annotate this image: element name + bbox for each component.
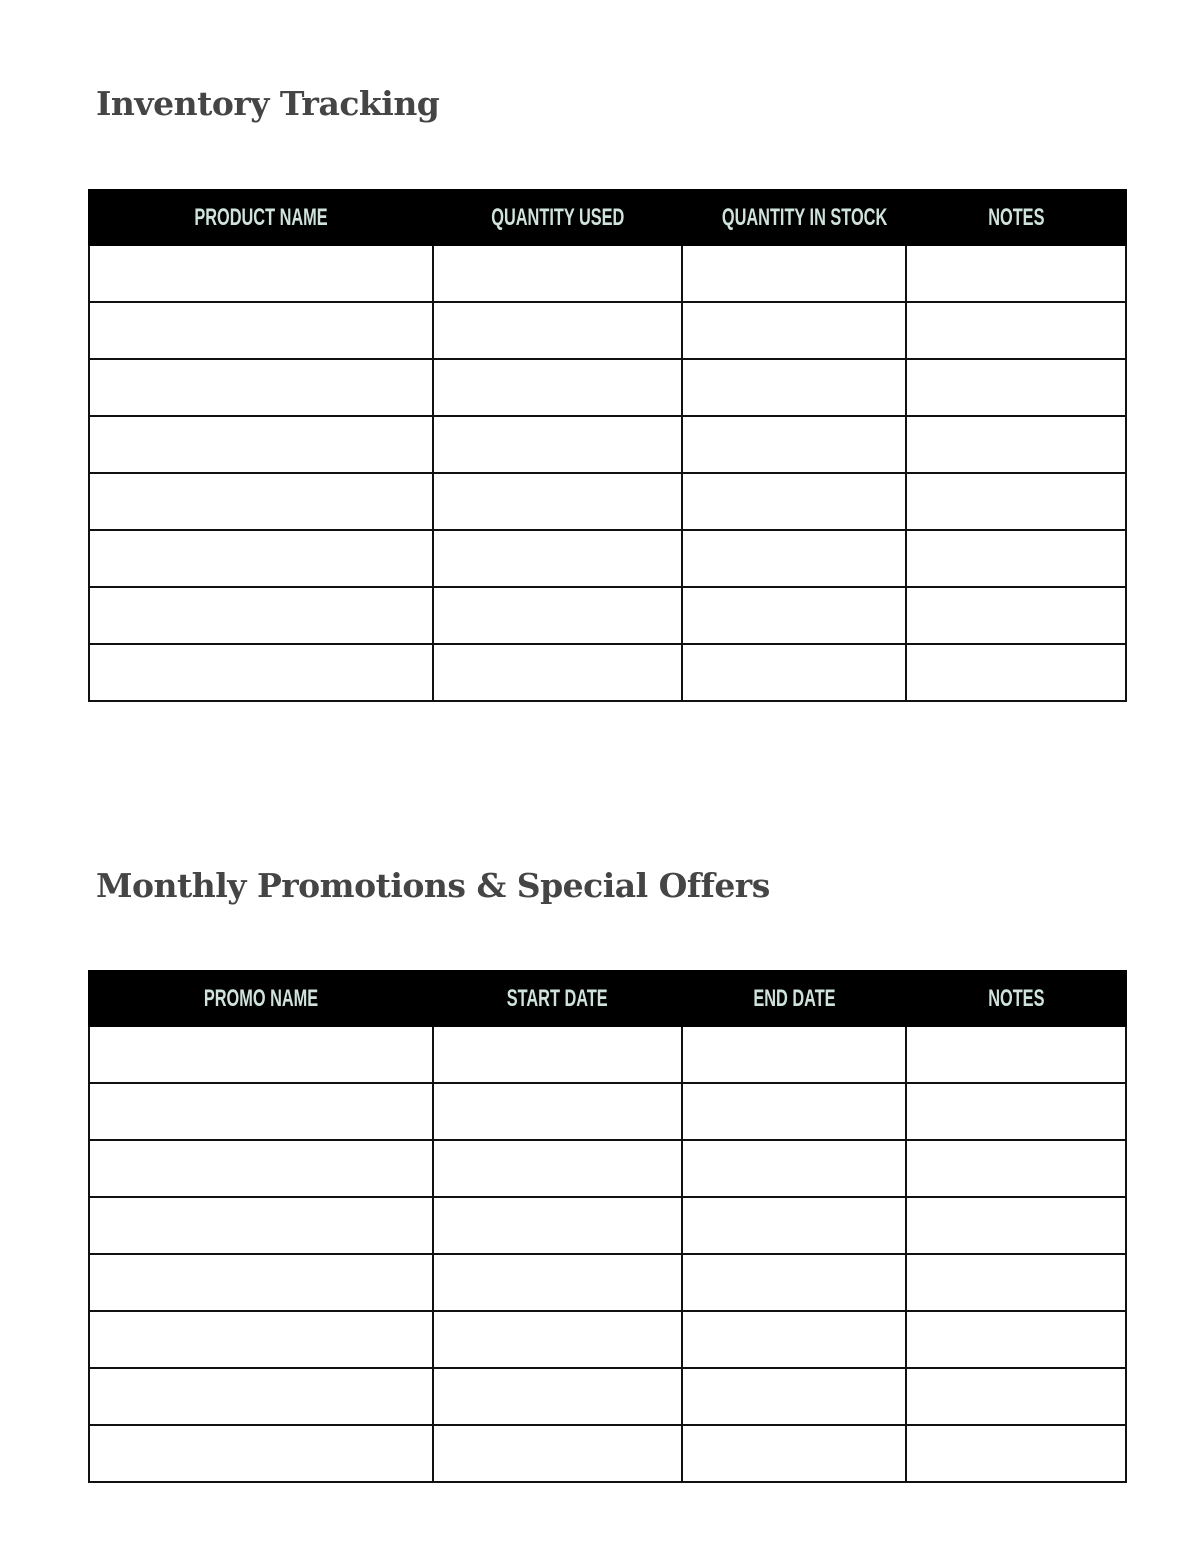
table-cell[interactable] bbox=[433, 1026, 682, 1083]
table-row bbox=[89, 530, 1126, 587]
table-cell[interactable] bbox=[89, 359, 433, 416]
column-header-promo-name bbox=[89, 971, 433, 1026]
table-cell[interactable] bbox=[682, 530, 906, 587]
inventory-title: Inventory Tracking bbox=[96, 84, 440, 123]
table-cell[interactable] bbox=[906, 359, 1126, 416]
table-cell[interactable] bbox=[433, 302, 682, 359]
table-cell[interactable] bbox=[682, 359, 906, 416]
table-row bbox=[89, 1368, 1126, 1425]
column-header-quantity-in-stock bbox=[682, 190, 906, 245]
table-cell[interactable] bbox=[682, 1311, 906, 1368]
table-row bbox=[89, 1026, 1126, 1083]
table-cell[interactable] bbox=[433, 1311, 682, 1368]
header-label: NOTES bbox=[987, 203, 1045, 231]
table-row bbox=[89, 1254, 1126, 1311]
table-cell[interactable] bbox=[433, 587, 682, 644]
table-cell[interactable] bbox=[89, 1083, 433, 1140]
table-cell[interactable] bbox=[906, 1368, 1126, 1425]
column-header-notes bbox=[906, 190, 1126, 245]
table-cell[interactable] bbox=[89, 1425, 433, 1482]
table-cell[interactable] bbox=[89, 1026, 433, 1083]
header-label: PRODUCT NAME bbox=[194, 203, 328, 231]
table-cell[interactable] bbox=[433, 1254, 682, 1311]
table-cell[interactable] bbox=[89, 1311, 433, 1368]
header-label: QUANTITY USED bbox=[490, 203, 624, 231]
table-cell[interactable] bbox=[433, 1083, 682, 1140]
table-row bbox=[89, 1425, 1126, 1482]
table-cell[interactable] bbox=[906, 644, 1126, 701]
table-row bbox=[89, 1197, 1126, 1254]
table-row bbox=[89, 587, 1126, 644]
table-row bbox=[89, 1311, 1126, 1368]
table-cell[interactable] bbox=[682, 1197, 906, 1254]
table-cell[interactable] bbox=[89, 245, 433, 302]
table-cell[interactable] bbox=[906, 1254, 1126, 1311]
table-cell[interactable] bbox=[433, 1425, 682, 1482]
table-cell[interactable] bbox=[682, 1254, 906, 1311]
header-label: NOTES bbox=[987, 984, 1045, 1012]
table-row bbox=[89, 302, 1126, 359]
table-cell[interactable] bbox=[682, 1368, 906, 1425]
table-cell[interactable] bbox=[433, 644, 682, 701]
table-cell[interactable] bbox=[906, 302, 1126, 359]
table-cell[interactable] bbox=[906, 1425, 1126, 1482]
table-cell[interactable] bbox=[906, 530, 1126, 587]
table-row bbox=[89, 416, 1126, 473]
table-row bbox=[89, 359, 1126, 416]
table-cell[interactable] bbox=[906, 473, 1126, 530]
table-cell[interactable] bbox=[682, 1083, 906, 1140]
column-header-end-date bbox=[682, 971, 906, 1026]
table-cell[interactable] bbox=[906, 1083, 1126, 1140]
table-cell[interactable] bbox=[906, 416, 1126, 473]
table-cell[interactable] bbox=[682, 644, 906, 701]
table-cell[interactable] bbox=[682, 587, 906, 644]
table-cell[interactable] bbox=[906, 245, 1126, 302]
table-cell[interactable] bbox=[433, 359, 682, 416]
table-cell[interactable] bbox=[682, 1026, 906, 1083]
table-cell[interactable] bbox=[433, 416, 682, 473]
inventory-table bbox=[88, 189, 1127, 702]
table-cell[interactable] bbox=[433, 1140, 682, 1197]
table-cell[interactable] bbox=[89, 1254, 433, 1311]
table-cell[interactable] bbox=[433, 530, 682, 587]
table-cell[interactable] bbox=[433, 1368, 682, 1425]
header-label: QUANTITY IN STOCK bbox=[721, 203, 888, 231]
column-header-start-date bbox=[433, 971, 682, 1026]
table-cell[interactable] bbox=[89, 416, 433, 473]
table-row bbox=[89, 644, 1126, 701]
header-label: START DATE bbox=[507, 984, 608, 1012]
promotions-table bbox=[88, 970, 1127, 1483]
table-cell[interactable] bbox=[906, 1311, 1126, 1368]
table-cell[interactable] bbox=[906, 587, 1126, 644]
table-cell[interactable] bbox=[906, 1026, 1126, 1083]
table-cell[interactable] bbox=[433, 245, 682, 302]
header-label: PROMO NAME bbox=[203, 984, 319, 1012]
table-cell[interactable] bbox=[89, 473, 433, 530]
header-label: END DATE bbox=[752, 984, 836, 1012]
table-cell[interactable] bbox=[682, 1140, 906, 1197]
column-header-quantity-used bbox=[433, 190, 682, 245]
table-cell[interactable] bbox=[906, 1197, 1126, 1254]
column-header-notes bbox=[906, 971, 1126, 1026]
table-cell[interactable] bbox=[89, 1368, 433, 1425]
table-cell[interactable] bbox=[89, 644, 433, 701]
table-cell[interactable] bbox=[433, 1197, 682, 1254]
table-cell[interactable] bbox=[906, 1140, 1126, 1197]
table-cell[interactable] bbox=[682, 245, 906, 302]
table-row bbox=[89, 245, 1126, 302]
table-cell[interactable] bbox=[682, 416, 906, 473]
table-cell[interactable] bbox=[682, 302, 906, 359]
table-row bbox=[89, 1083, 1126, 1140]
table-cell[interactable] bbox=[682, 1425, 906, 1482]
table-cell[interactable] bbox=[89, 1140, 433, 1197]
table-cell[interactable] bbox=[682, 473, 906, 530]
column-header-product-name bbox=[89, 190, 433, 245]
table-cell[interactable] bbox=[89, 1197, 433, 1254]
table-cell[interactable] bbox=[89, 530, 433, 587]
table-cell[interactable] bbox=[89, 587, 433, 644]
table-row bbox=[89, 1140, 1126, 1197]
promotions-title: Monthly Promotions & Special Offers bbox=[96, 866, 770, 905]
table-cell[interactable] bbox=[89, 302, 433, 359]
table-row bbox=[89, 473, 1126, 530]
table-cell[interactable] bbox=[433, 473, 682, 530]
